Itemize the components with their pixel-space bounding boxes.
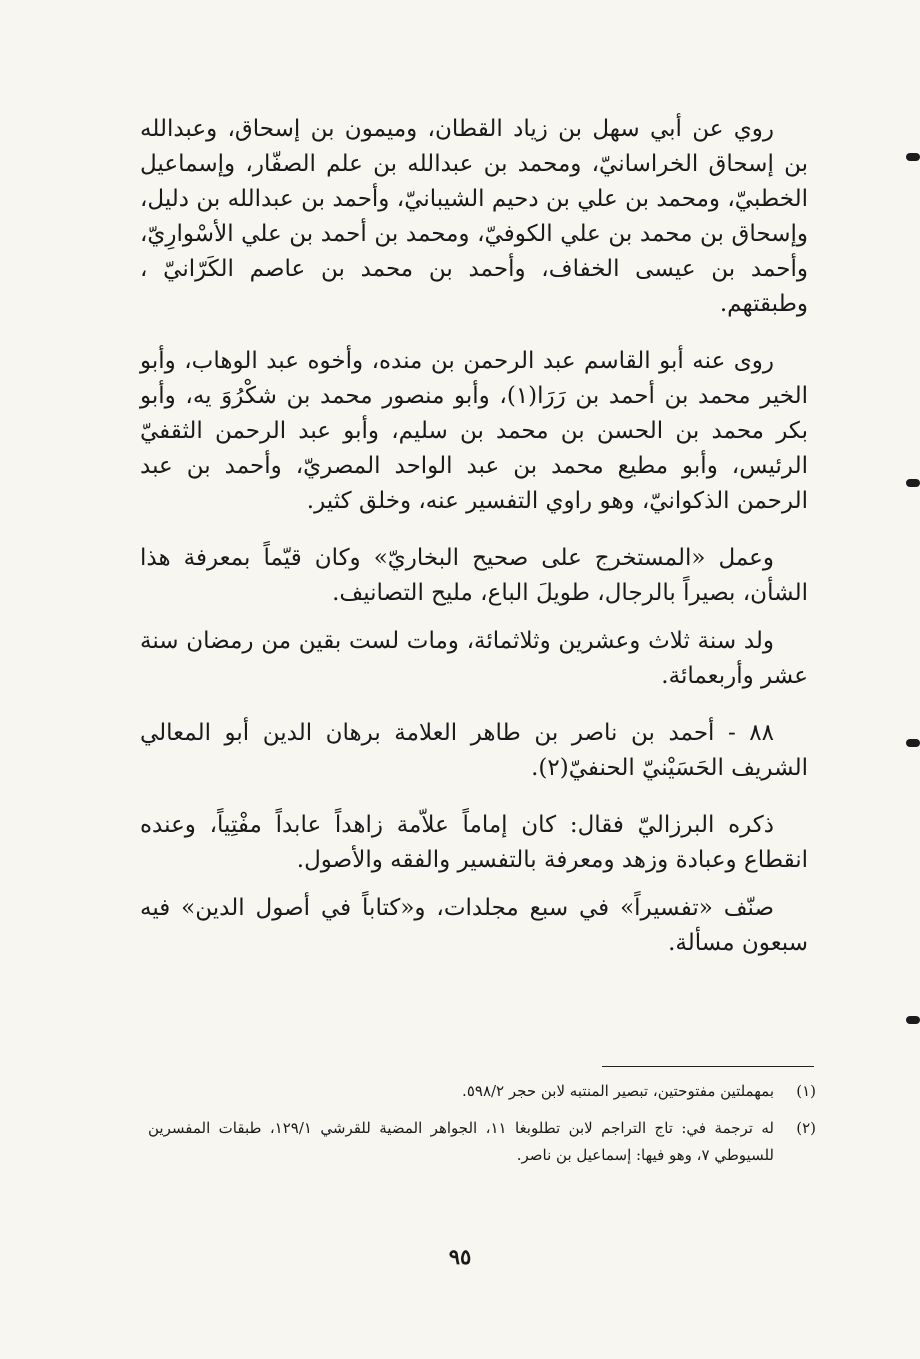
paragraph-narrators-from: روي عن أبي سهل بن زياد القطان، وميمون بن إسحاق، وعبدالله بن إسحاق الخراسانيّ، ومحمد بن عبدالله بن علم الصفّار، وإسماعيل الخطبيّ، ومحمد بن علي بن دحيم الشيبانيّ، وأحمد بن عبدالله بن دليل، وإسحاق بن محمد بن علي الكوفيّ، ومحمد بن أحمد بن علي الأسْوارِيّ، وأحمد بن عيسى الخفاف، وأحمد بن محمد بن عاصم الكَرّانيّ ، وطبقتهم.	[140, 116, 808, 317]
footnote-marker: (٢)	[796, 1119, 816, 1137]
page-number: ٩٥	[448, 1244, 472, 1269]
footnote-text: بمهملتين مفتوحتين، تبصير المنتبه لابن حجر ٥٩٨/٢.	[462, 1082, 774, 1100]
paragraph-biography: ذكره البرزاليّ فقال: كان إماماً علاّمة زاهداً عابداً مفْتِياً، وعنده انقطاع وعبادة وزهد ومعرفة بالتفسير والفقه والأصول.	[140, 812, 808, 873]
footnote-item	[148, 1115, 816, 1169]
paragraph-writings: صنّف «تفسيراً» في سبع مجلدات، و«كتاباً في أصول الدين» فيه سبعون مسألة.	[140, 895, 808, 956]
scan-edge-mark	[906, 1016, 920, 1024]
main-text	[140, 112, 808, 974]
scan-edge-mark	[906, 739, 920, 747]
paragraph-entry-heading: ٨٨ - أحمد بن ناصر بن طاهر العلامة برهان الدين أبو المعالي الشريف الحَسَيْنيّ الحنفيّ(٢).	[140, 720, 808, 781]
footnotes	[148, 1078, 816, 1179]
paragraph-works: وعمل «المستخرج على صحيح البخاريّ» وكان قيّماً بمعرفة هذا الشأن، بصيراً بالرجال، طويلَ الباع، مليح التصانيف.	[140, 545, 808, 606]
paragraph-birth-death: ولد سنة ثلاث وعشرين وثلاثمائة، ومات لست بقين من رمضان سنة عشر وأربعمائة.	[140, 628, 808, 689]
footnote-marker: (١)	[796, 1082, 816, 1100]
footnote-item	[148, 1078, 816, 1105]
scan-edge-mark	[906, 153, 920, 161]
footnote-separator	[602, 1066, 814, 1067]
scan-edge-mark	[906, 479, 920, 487]
paragraph-narrators-to: روى عنه أبو القاسم عبد الرحمن بن منده، وأخوه عبد الوهاب، وأبو الخير محمد بن أحمد بن رَرَا(١)، وأبو منصور محمد بن شكْرُوَ يه، وأبو بكر محمد بن الحسن بن محمد بن سليم، وأبو عبد الرحمن الثقفيّ الرئيس، وأبو مطيع محمد بن عبد الواحد المصريّ، وأحمد بن عبد الرحمن الذكوانيّ، وهو راوي التفسير عنه، وخلق كثير.	[140, 348, 809, 514]
footnote-text: له ترجمة في: تاج التراجم لابن تطلوبغا ١١، الجواهر المضية للقرشي ١٢٩/١، طبقات المفسرين للسيوطي ٧، وهو فيها: إسماعيل بن ناصر.	[148, 1119, 774, 1164]
